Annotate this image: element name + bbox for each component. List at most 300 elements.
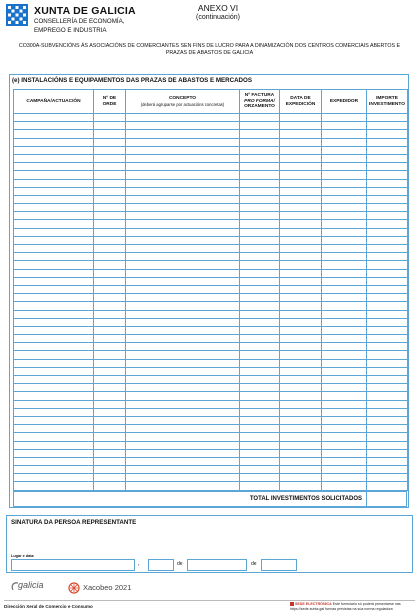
table-cell[interactable]: [367, 277, 408, 285]
table-cell[interactable]: [14, 195, 94, 203]
table-cell[interactable]: [280, 449, 322, 457]
table-cell[interactable]: [94, 163, 126, 171]
table-cell[interactable]: [322, 351, 367, 359]
table-cell[interactable]: [367, 310, 408, 318]
table-cell[interactable]: [94, 302, 126, 310]
table-cell[interactable]: [94, 425, 126, 433]
table-cell[interactable]: [94, 146, 126, 154]
table-cell[interactable]: [322, 433, 367, 441]
table-cell[interactable]: [126, 204, 240, 212]
table-cell[interactable]: [14, 171, 94, 179]
table-cell[interactable]: [14, 408, 94, 416]
table-cell[interactable]: [14, 179, 94, 187]
table-cell[interactable]: [94, 236, 126, 244]
table-cell[interactable]: [94, 441, 126, 449]
table-cell[interactable]: [126, 433, 240, 441]
table-cell[interactable]: [280, 351, 322, 359]
table-cell[interactable]: [367, 269, 408, 277]
table-cell[interactable]: [322, 384, 367, 392]
table-cell[interactable]: [14, 343, 94, 351]
table-cell[interactable]: [240, 146, 280, 154]
table-cell[interactable]: [322, 204, 367, 212]
table-cell[interactable]: [94, 253, 126, 261]
table-cell[interactable]: [240, 154, 280, 162]
table-cell[interactable]: [280, 187, 322, 195]
table-cell[interactable]: [126, 318, 240, 326]
table-cell[interactable]: [14, 441, 94, 449]
table-cell[interactable]: [367, 343, 408, 351]
table-cell[interactable]: [240, 335, 280, 343]
table-cell[interactable]: [126, 228, 240, 236]
table-cell[interactable]: [94, 392, 126, 400]
table-cell[interactable]: [126, 474, 240, 482]
table-cell[interactable]: [367, 253, 408, 261]
table-cell[interactable]: [240, 408, 280, 416]
table-cell[interactable]: [280, 220, 322, 228]
table-cell[interactable]: [14, 285, 94, 293]
table-cell[interactable]: [367, 408, 408, 416]
table-cell[interactable]: [322, 171, 367, 179]
table-cell[interactable]: [367, 302, 408, 310]
table-cell[interactable]: [94, 204, 126, 212]
table-cell[interactable]: [126, 359, 240, 367]
table-cell[interactable]: [94, 171, 126, 179]
total-amount-field[interactable]: [366, 491, 407, 507]
table-cell[interactable]: [14, 449, 94, 457]
table-cell[interactable]: [367, 294, 408, 302]
table-cell[interactable]: [240, 318, 280, 326]
table-cell[interactable]: [126, 138, 240, 146]
table-cell[interactable]: [367, 245, 408, 253]
table-cell[interactable]: [94, 457, 126, 465]
table-cell[interactable]: [14, 384, 94, 392]
table-cell[interactable]: [126, 163, 240, 171]
table-cell[interactable]: [14, 146, 94, 154]
table-cell[interactable]: [240, 359, 280, 367]
table-cell[interactable]: [280, 236, 322, 244]
table-cell[interactable]: [94, 261, 126, 269]
table-cell[interactable]: [126, 261, 240, 269]
table-cell[interactable]: [280, 179, 322, 187]
day-field[interactable]: [148, 559, 174, 571]
table-cell[interactable]: [94, 335, 126, 343]
table-cell[interactable]: [14, 154, 94, 162]
table-cell[interactable]: [240, 204, 280, 212]
table-cell[interactable]: [14, 122, 94, 130]
table-cell[interactable]: [14, 457, 94, 465]
table-cell[interactable]: [126, 351, 240, 359]
table-cell[interactable]: [126, 195, 240, 203]
table-cell[interactable]: [280, 310, 322, 318]
table-cell[interactable]: [280, 171, 322, 179]
table-cell[interactable]: [126, 376, 240, 384]
table-cell[interactable]: [322, 114, 367, 122]
table-cell[interactable]: [367, 384, 408, 392]
table-cell[interactable]: [367, 204, 408, 212]
table-cell[interactable]: [322, 146, 367, 154]
table-cell[interactable]: [14, 392, 94, 400]
table-cell[interactable]: [126, 408, 240, 416]
table-cell[interactable]: [14, 204, 94, 212]
table-cell[interactable]: [94, 408, 126, 416]
table-cell[interactable]: [280, 318, 322, 326]
table-cell[interactable]: [367, 351, 408, 359]
table-cell[interactable]: [240, 384, 280, 392]
table-cell[interactable]: [367, 457, 408, 465]
table-cell[interactable]: [367, 114, 408, 122]
table-cell[interactable]: [14, 114, 94, 122]
table-cell[interactable]: [240, 441, 280, 449]
table-cell[interactable]: [94, 212, 126, 220]
table-cell[interactable]: [367, 367, 408, 375]
table-cell[interactable]: [240, 220, 280, 228]
table-cell[interactable]: [240, 277, 280, 285]
table-cell[interactable]: [94, 245, 126, 253]
table-cell[interactable]: [126, 253, 240, 261]
table-cell[interactable]: [14, 220, 94, 228]
table-cell[interactable]: [322, 392, 367, 400]
table-cell[interactable]: [367, 466, 408, 474]
table-cell[interactable]: [367, 195, 408, 203]
table-cell[interactable]: [322, 130, 367, 138]
place-field[interactable]: [11, 559, 135, 571]
table-cell[interactable]: [126, 146, 240, 154]
table-cell[interactable]: [94, 310, 126, 318]
table-cell[interactable]: [240, 400, 280, 408]
table-cell[interactable]: [94, 474, 126, 482]
table-cell[interactable]: [14, 351, 94, 359]
table-cell[interactable]: [240, 130, 280, 138]
table-cell[interactable]: [240, 392, 280, 400]
table-cell[interactable]: [322, 269, 367, 277]
table-cell[interactable]: [14, 416, 94, 424]
table-cell[interactable]: [322, 138, 367, 146]
table-cell[interactable]: [126, 212, 240, 220]
table-cell[interactable]: [14, 261, 94, 269]
table-cell[interactable]: [322, 367, 367, 375]
table-cell[interactable]: [94, 154, 126, 162]
table-cell[interactable]: [322, 400, 367, 408]
table-cell[interactable]: [322, 277, 367, 285]
table-cell[interactable]: [126, 269, 240, 277]
table-cell[interactable]: [94, 482, 126, 490]
table-cell[interactable]: [322, 457, 367, 465]
table-cell[interactable]: [322, 449, 367, 457]
table-cell[interactable]: [367, 236, 408, 244]
table-cell[interactable]: [322, 163, 367, 171]
table-cell[interactable]: [14, 130, 94, 138]
table-cell[interactable]: [280, 457, 322, 465]
table-cell[interactable]: [240, 245, 280, 253]
table-cell[interactable]: [367, 482, 408, 490]
table-cell[interactable]: [126, 400, 240, 408]
table-cell[interactable]: [367, 376, 408, 384]
table-cell[interactable]: [367, 163, 408, 171]
table-cell[interactable]: [367, 122, 408, 130]
table-cell[interactable]: [126, 425, 240, 433]
table-cell[interactable]: [14, 474, 94, 482]
table-cell[interactable]: [280, 163, 322, 171]
table-cell[interactable]: [280, 253, 322, 261]
table-cell[interactable]: [94, 114, 126, 122]
table-cell[interactable]: [240, 466, 280, 474]
table-cell[interactable]: [126, 130, 240, 138]
table-cell[interactable]: [280, 441, 322, 449]
table-cell[interactable]: [280, 130, 322, 138]
table-cell[interactable]: [126, 171, 240, 179]
table-cell[interactable]: [126, 416, 240, 424]
table-cell[interactable]: [367, 171, 408, 179]
table-cell[interactable]: [280, 326, 322, 334]
table-cell[interactable]: [126, 326, 240, 334]
table-cell[interactable]: [240, 171, 280, 179]
table-cell[interactable]: [322, 261, 367, 269]
table-cell[interactable]: [322, 154, 367, 162]
table-cell[interactable]: [94, 285, 126, 293]
table-cell[interactable]: [94, 351, 126, 359]
table-cell[interactable]: [240, 449, 280, 457]
table-cell[interactable]: [322, 376, 367, 384]
table-cell[interactable]: [367, 285, 408, 293]
table-cell[interactable]: [14, 400, 94, 408]
table-cell[interactable]: [322, 302, 367, 310]
table-cell[interactable]: [14, 326, 94, 334]
table-cell[interactable]: [280, 416, 322, 424]
table-cell[interactable]: [280, 269, 322, 277]
table-cell[interactable]: [94, 400, 126, 408]
table-cell[interactable]: [280, 228, 322, 236]
table-cell[interactable]: [322, 310, 367, 318]
table-cell[interactable]: [367, 228, 408, 236]
table-cell[interactable]: [14, 359, 94, 367]
table-cell[interactable]: [240, 457, 280, 465]
table-cell[interactable]: [322, 285, 367, 293]
table-cell[interactable]: [240, 376, 280, 384]
table-cell[interactable]: [280, 277, 322, 285]
table-cell[interactable]: [322, 220, 367, 228]
table-cell[interactable]: [367, 335, 408, 343]
table-cell[interactable]: [126, 384, 240, 392]
table-cell[interactable]: [240, 367, 280, 375]
table-cell[interactable]: [367, 146, 408, 154]
table-cell[interactable]: [367, 416, 408, 424]
table-cell[interactable]: [126, 245, 240, 253]
table-cell[interactable]: [322, 318, 367, 326]
table-cell[interactable]: [367, 220, 408, 228]
table-cell[interactable]: [280, 376, 322, 384]
table-cell[interactable]: [322, 228, 367, 236]
year-field[interactable]: [261, 559, 297, 571]
table-cell[interactable]: [94, 416, 126, 424]
table-cell[interactable]: [126, 179, 240, 187]
table-cell[interactable]: [126, 482, 240, 490]
table-cell[interactable]: [280, 122, 322, 130]
table-cell[interactable]: [280, 195, 322, 203]
table-cell[interactable]: [94, 269, 126, 277]
table-cell[interactable]: [367, 359, 408, 367]
table-cell[interactable]: [322, 408, 367, 416]
table-cell[interactable]: [94, 376, 126, 384]
table-cell[interactable]: [280, 302, 322, 310]
table-cell[interactable]: [126, 441, 240, 449]
table-cell[interactable]: [14, 294, 94, 302]
table-cell[interactable]: [280, 285, 322, 293]
table-cell[interactable]: [126, 236, 240, 244]
table-cell[interactable]: [126, 294, 240, 302]
table-cell[interactable]: [14, 228, 94, 236]
table-cell[interactable]: [126, 114, 240, 122]
table-cell[interactable]: [367, 318, 408, 326]
table-cell[interactable]: [322, 236, 367, 244]
table-cell[interactable]: [280, 408, 322, 416]
table-cell[interactable]: [94, 433, 126, 441]
table-cell[interactable]: [280, 482, 322, 490]
table-cell[interactable]: [322, 359, 367, 367]
table-cell[interactable]: [280, 114, 322, 122]
table-cell[interactable]: [240, 195, 280, 203]
table-cell[interactable]: [14, 236, 94, 244]
table-cell[interactable]: [367, 212, 408, 220]
table-cell[interactable]: [94, 187, 126, 195]
table-cell[interactable]: [280, 204, 322, 212]
table-cell[interactable]: [367, 425, 408, 433]
table-cell[interactable]: [94, 359, 126, 367]
table-cell[interactable]: [322, 482, 367, 490]
table-cell[interactable]: [240, 187, 280, 195]
table-cell[interactable]: [94, 367, 126, 375]
table-cell[interactable]: [280, 384, 322, 392]
table-cell[interactable]: [126, 220, 240, 228]
table-cell[interactable]: [14, 253, 94, 261]
table-cell[interactable]: [280, 138, 322, 146]
table-cell[interactable]: [126, 310, 240, 318]
table-cell[interactable]: [240, 163, 280, 171]
table-cell[interactable]: [240, 253, 280, 261]
table-cell[interactable]: [240, 138, 280, 146]
table-cell[interactable]: [126, 154, 240, 162]
table-cell[interactable]: [367, 187, 408, 195]
table-cell[interactable]: [322, 212, 367, 220]
table-cell[interactable]: [94, 343, 126, 351]
table-cell[interactable]: [240, 425, 280, 433]
table-cell[interactable]: [126, 302, 240, 310]
table-cell[interactable]: [14, 277, 94, 285]
table-cell[interactable]: [240, 179, 280, 187]
table-cell[interactable]: [14, 466, 94, 474]
table-cell[interactable]: [367, 392, 408, 400]
table-cell[interactable]: [280, 359, 322, 367]
table-cell[interactable]: [240, 310, 280, 318]
table-cell[interactable]: [280, 261, 322, 269]
table-cell[interactable]: [126, 457, 240, 465]
table-cell[interactable]: [367, 441, 408, 449]
table-cell[interactable]: [240, 122, 280, 130]
table-cell[interactable]: [240, 212, 280, 220]
table-cell[interactable]: [240, 261, 280, 269]
table-cell[interactable]: [94, 449, 126, 457]
table-cell[interactable]: [126, 343, 240, 351]
table-cell[interactable]: [367, 130, 408, 138]
table-cell[interactable]: [322, 416, 367, 424]
table-cell[interactable]: [367, 138, 408, 146]
table-cell[interactable]: [240, 482, 280, 490]
table-cell[interactable]: [14, 376, 94, 384]
table-cell[interactable]: [280, 433, 322, 441]
table-cell[interactable]: [322, 343, 367, 351]
table-cell[interactable]: [126, 392, 240, 400]
table-cell[interactable]: [94, 294, 126, 302]
table-cell[interactable]: [240, 343, 280, 351]
table-cell[interactable]: [94, 326, 126, 334]
table-cell[interactable]: [367, 326, 408, 334]
table-cell[interactable]: [367, 154, 408, 162]
table-cell[interactable]: [280, 245, 322, 253]
table-cell[interactable]: [280, 154, 322, 162]
month-field[interactable]: [187, 559, 247, 571]
table-cell[interactable]: [14, 433, 94, 441]
table-cell[interactable]: [14, 318, 94, 326]
table-cell[interactable]: [322, 245, 367, 253]
table-cell[interactable]: [322, 441, 367, 449]
table-cell[interactable]: [94, 384, 126, 392]
table-cell[interactable]: [94, 220, 126, 228]
table-cell[interactable]: [14, 425, 94, 433]
table-cell[interactable]: [94, 179, 126, 187]
table-cell[interactable]: [280, 425, 322, 433]
table-cell[interactable]: [240, 433, 280, 441]
table-cell[interactable]: [280, 392, 322, 400]
table-cell[interactable]: [14, 310, 94, 318]
table-cell[interactable]: [94, 228, 126, 236]
table-cell[interactable]: [322, 335, 367, 343]
table-cell[interactable]: [322, 326, 367, 334]
table-cell[interactable]: [367, 179, 408, 187]
table-cell[interactable]: [126, 367, 240, 375]
table-cell[interactable]: [367, 261, 408, 269]
table-cell[interactable]: [126, 187, 240, 195]
table-cell[interactable]: [322, 474, 367, 482]
table-cell[interactable]: [14, 335, 94, 343]
table-cell[interactable]: [126, 285, 240, 293]
table-cell[interactable]: [94, 318, 126, 326]
table-cell[interactable]: [240, 294, 280, 302]
table-cell[interactable]: [280, 212, 322, 220]
table-cell[interactable]: [14, 163, 94, 171]
table-cell[interactable]: [14, 187, 94, 195]
table-cell[interactable]: [280, 146, 322, 154]
table-cell[interactable]: [126, 122, 240, 130]
table-cell[interactable]: [240, 114, 280, 122]
table-cell[interactable]: [14, 245, 94, 253]
table-cell[interactable]: [367, 449, 408, 457]
table-cell[interactable]: [94, 466, 126, 474]
table-cell[interactable]: [240, 351, 280, 359]
table-cell[interactable]: [367, 474, 408, 482]
table-cell[interactable]: [322, 294, 367, 302]
table-cell[interactable]: [240, 269, 280, 277]
table-cell[interactable]: [94, 277, 126, 285]
table-cell[interactable]: [126, 466, 240, 474]
table-cell[interactable]: [240, 285, 280, 293]
table-cell[interactable]: [126, 335, 240, 343]
table-cell[interactable]: [14, 269, 94, 277]
table-cell[interactable]: [322, 253, 367, 261]
table-cell[interactable]: [367, 400, 408, 408]
table-cell[interactable]: [240, 302, 280, 310]
table-cell[interactable]: [322, 425, 367, 433]
table-cell[interactable]: [14, 302, 94, 310]
table-cell[interactable]: [322, 466, 367, 474]
